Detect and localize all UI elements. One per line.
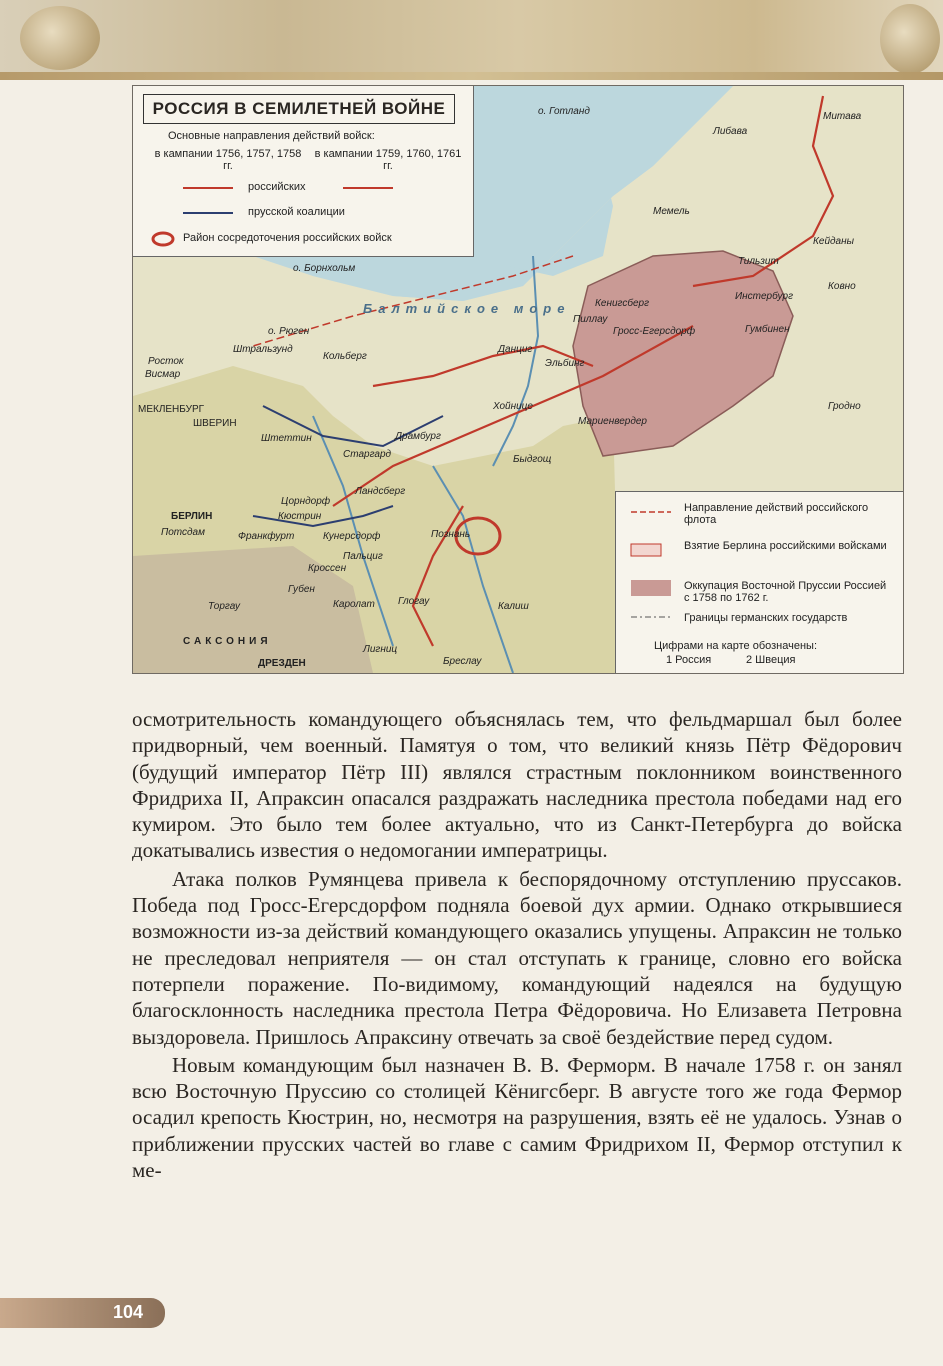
- paragraph: Новым командующим был назначен В. В. Ферморм. В начале 1758 г. он занял всю Восточную Пруссию со столицей Кёнигсберг. В августе того же года Фермор осадил крепость Кюстрин, но, несмотря на разрушения, взять её не удалось. Узнав о приближении прусских частей во главе с самим Фридрихом II, Фермор отступил к ме-: [132, 1052, 902, 1183]
- place-label: Кольберг: [323, 351, 367, 362]
- legend-fleet: Направление действий российского флота: [684, 502, 869, 526]
- place-label: Калиш: [498, 601, 529, 612]
- place-label: Бреслау: [443, 656, 482, 667]
- legend-area: Район сосредоточения российских войск: [183, 232, 392, 244]
- place-label: Данциг: [498, 344, 533, 355]
- place-label: о. Готланд: [538, 106, 590, 117]
- place-label: Балтийское море: [363, 301, 571, 316]
- place-label: Торгау: [208, 601, 240, 612]
- place-label: ДРЕЗДЕН: [258, 658, 306, 669]
- map-title: РОССИЯ В СЕМИЛЕТНЕЙ ВОЙНЕ: [143, 94, 455, 124]
- place-label: Висмар: [145, 369, 181, 380]
- legend-num1: 1 Россия: [666, 654, 712, 666]
- place-label: Штеттин: [261, 433, 312, 444]
- place-label: Драмбург: [395, 431, 441, 442]
- place-label: о. Борнхольм: [293, 263, 356, 274]
- place-label: Кейданы: [813, 236, 854, 247]
- place-label: Каролат: [333, 599, 375, 610]
- page-number: 104: [112, 1302, 143, 1322]
- place-label: Франкфурт: [238, 531, 295, 542]
- legend-campaign2: в кампании 1759, 1760, 1761 гг.: [314, 148, 462, 172]
- place-label: Гродно: [828, 401, 861, 412]
- paragraph: Атака полков Румянцева привела к беспорядочному отступлению пруссаков. Победа под Гросс-Егерсдорфом подняла боевой дух армии. Однако открывшиеся возможности из-за действий командующего оказались упущены. Апраксин не только не преследовал неприятеля — он стал отступать к границе, словно его войска потерпели поражение. По-видимому, командующий надеялся на будущую благосклонность наследника престола Петра Фёдоровича. Но Елизавета Петровна выздоровела. Пришлось Апраксину отвечать за своё бездействие перед судом.: [132, 866, 902, 1049]
- place-label: МЕКЛЕНБУРГ: [138, 404, 205, 415]
- place-label: Потсдам: [161, 527, 205, 538]
- place-label: Кроссен: [308, 563, 347, 574]
- banner-strip: [0, 72, 943, 80]
- coin-decoration: [20, 6, 100, 70]
- page-number-tab: [0, 1298, 165, 1328]
- historical-map: [132, 85, 904, 674]
- map-legend-bottom: [615, 491, 904, 674]
- place-label: Быдгощ: [513, 454, 552, 465]
- place-label: САКСОНИЯ: [183, 636, 272, 647]
- legend-num2: 2 Швеция: [746, 654, 796, 666]
- legend-symbols: [133, 86, 473, 256]
- legend-russian: российских: [248, 181, 306, 193]
- legend-occupation: Оккупация Восточной Пруссии Россией с 1758 по 1762 г.: [684, 580, 887, 604]
- legend-borders: Границы германских государств: [684, 612, 848, 624]
- place-label: Познань: [431, 529, 471, 540]
- coin-decoration: [880, 4, 940, 74]
- place-label: Хойнице: [493, 401, 533, 412]
- place-label: Либава: [713, 126, 748, 137]
- place-label: о. Рюген: [268, 326, 310, 337]
- header-banner: [0, 0, 943, 80]
- place-label: БЕРЛИН: [171, 511, 213, 522]
- place-label: Пиллау: [573, 314, 608, 325]
- legend-berlin: Взятие Берлина российскими войсками: [684, 540, 887, 552]
- map-legend-top: [133, 86, 474, 257]
- place-label: Губен: [288, 584, 315, 595]
- place-label: Мемель: [653, 206, 690, 217]
- place-label: Пальциг: [343, 551, 383, 562]
- place-label: Цорндорф: [281, 496, 331, 507]
- place-label: Кюстрин: [278, 511, 322, 522]
- place-label: Митава: [823, 111, 862, 122]
- place-label: Росток: [148, 356, 184, 367]
- legend-prussian: прусской коалиции: [248, 206, 345, 218]
- place-label: Лигниц: [363, 644, 398, 655]
- legend-numbers-header: Цифрами на карте обозначены:: [654, 640, 818, 652]
- place-label: Мариенвердер: [578, 416, 647, 427]
- place-label: Кенигсберг: [595, 298, 650, 309]
- legend-campaign1: в кампании 1756, 1757, 1758 гг.: [154, 148, 302, 172]
- legend-header: Основные направления действий войск:: [168, 130, 375, 142]
- place-label: Гумбинен: [745, 324, 790, 335]
- place-label: ШВЕРИН: [193, 418, 237, 429]
- place-label: Инстербург: [735, 291, 794, 302]
- place-label: Кунерсдорф: [323, 531, 381, 542]
- place-label: Глогау: [398, 596, 430, 607]
- place-label: Штральзунд: [233, 344, 293, 355]
- place-label: Старгард: [343, 449, 392, 460]
- paragraph: осмотрительность командующего объяснялась тем, что фельдмаршал был более придворный, чем военный. Памятуя о том, что великий князь Пётр Фёдорович (будущий император Пётр III) являлся страстным поклонником воинственного Фридриха II, Апраксин опасался раздражать наследника престола победами над его кумиром. Это было тем более актуально, что из Санкт-Петербурга до войска докатывались известия о недомогании императрицы.: [132, 707, 902, 863]
- place-label: Гросс-Егерсдорф: [613, 326, 696, 337]
- place-label: Ландсберг: [355, 486, 406, 497]
- place-label: Тильзит: [738, 256, 779, 267]
- body-text: [132, 706, 902, 1183]
- place-label: Эльбинг: [545, 358, 585, 369]
- place-label: Ковно: [828, 281, 856, 292]
